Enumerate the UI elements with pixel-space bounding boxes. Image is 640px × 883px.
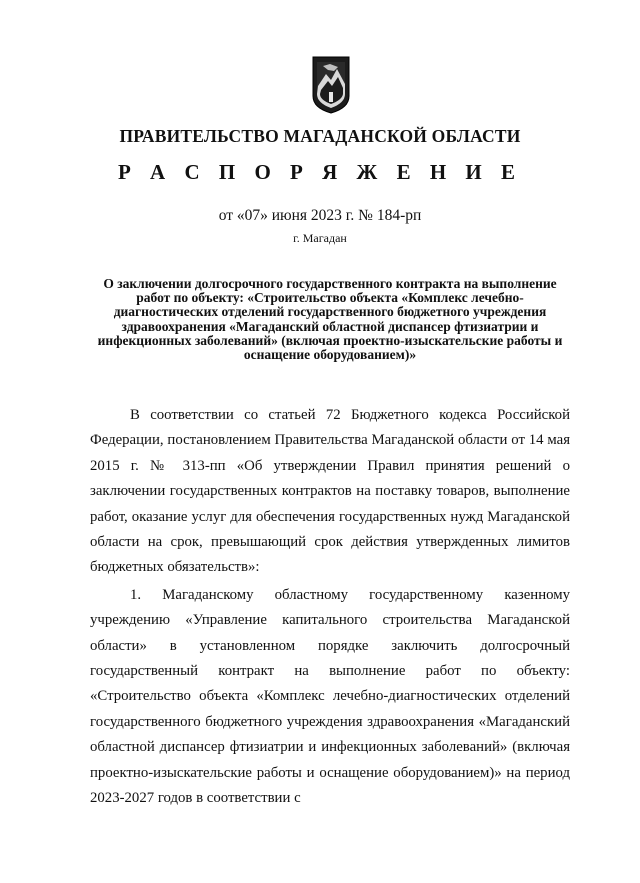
date-number-line: от «07» июня 2023 г. № 184-рп [218,207,422,224]
subject-heading: О заключении долгосрочного государственного контракта на выполнение работ по объекту: «Строительство объекта «Комплекс лечебно-диагностических отделений государственного бюджетного учреждения здравоохранения «Магаданский областной диспансер фтизиатрии и инфекционных заболеваний» (включая проектно-изыскательские работы и оснащение оборудованием)» [97,276,563,363]
body-paragraph-preamble: В соответствии со статьей 72 Бюджетного кодекса Российской Федерации, постановлением Правительства Магаданской области от 14 мая 2015 г. № 313-пп «Об утверждении Правил принятия решений о заключении государственных контрактов на поставку товаров, выполнение работ, оказание услуг для обеспечения государственных нужд Магаданской области на срок, превышающий срок действия утвержденных лимитов бюджетных обязательств»: [90,407,570,576]
document-body [90,403,570,812]
body-paragraph-item-1: 1. Магаданскому областному государственному казенному учреждению «Управление капитального строительства Магаданской области» в установленном порядке заключить долгосрочный государственный контракт на выполнение работ по объекту: «Строительство объекта «Комплекс лечебно-диагностических отделений государственного бюджетного учреждения здравоохранения «Магаданский областной диспансер фтизиатрии и инфекционных заболеваний» (включая проектно-изыскательские работы и оснащение оборудованием)» на период 2023-2027 годов в соответствии с [90,586,570,807]
coat-of-arms-icon [312,56,350,114]
document-type-title: Р А С П О Р Я Ж Е Н И Е [117,160,523,184]
city-line: г. Магадан [293,231,347,245]
government-title: ПРАВИТЕЛЬСТВО МАГАДАНСКОЙ ОБЛАСТИ [119,126,521,146]
